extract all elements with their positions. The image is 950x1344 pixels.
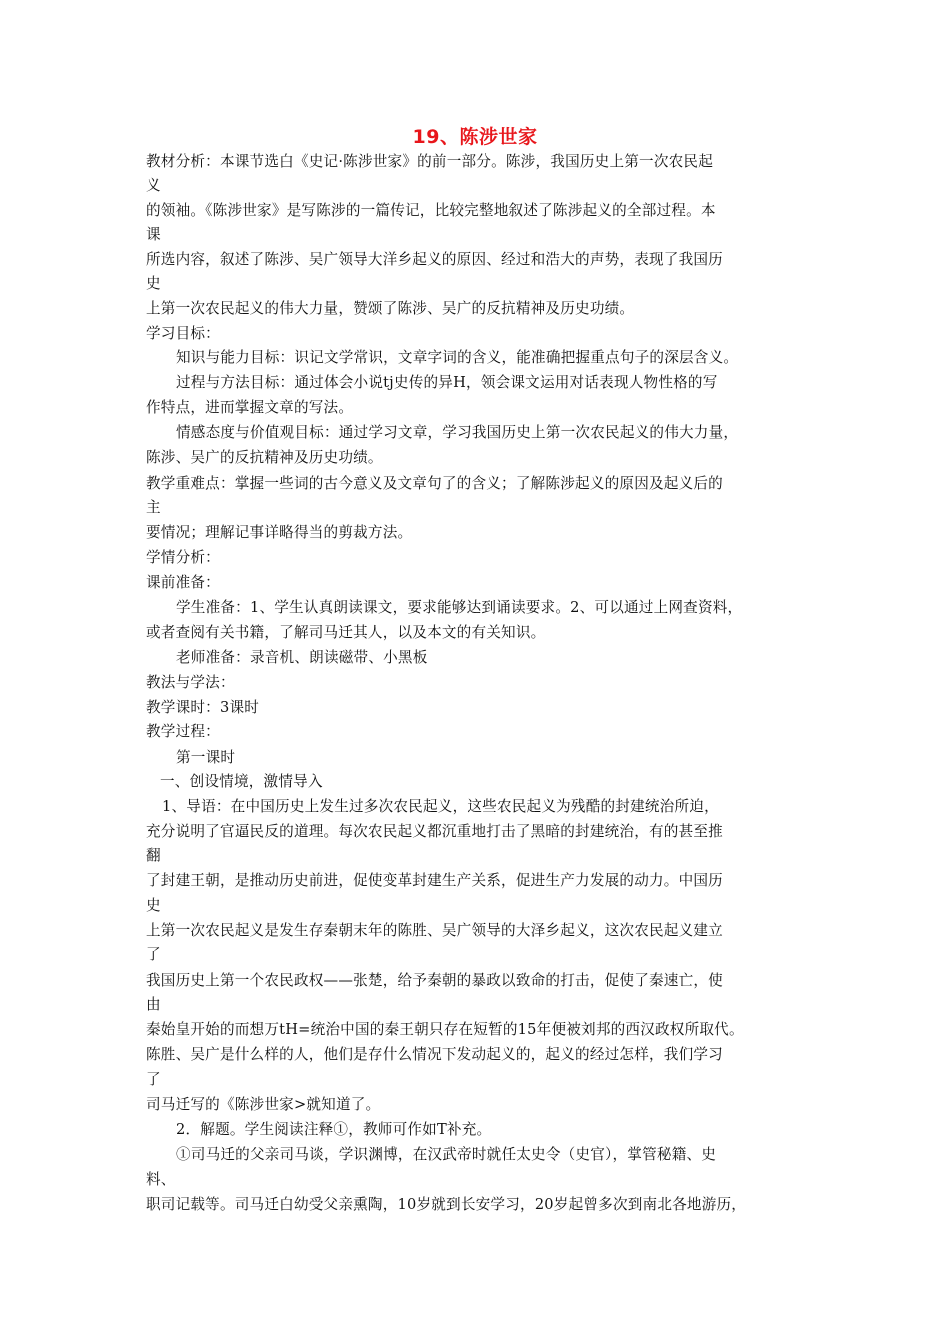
text-line: 史 <box>146 275 161 292</box>
text-line: 学生准备：1、学生认真朗读课文，要求能够达到诵读要求。2、可以通过上网查资料， <box>176 599 743 616</box>
text-line: 情感态度与价值观目标：通过学习文章，学习我国历史上第一次农民起义的伟大力量， <box>176 424 739 441</box>
text-line: 了 <box>146 946 161 963</box>
text-line: 过程与方法目标：通过体会小说tj史传的异H，领会课文运用对话表现人物性格的写 <box>176 374 718 391</box>
text-line: 由 <box>146 996 161 1013</box>
text-line: 作特点，进而掌握文章的写法。 <box>146 399 354 416</box>
text-line: ①司马迁的父亲司马谈，学识渊博，在汉武帝时就任太史令（史官），掌管秘籍、史 <box>176 1146 717 1163</box>
text-line: 学习目标： <box>146 325 220 342</box>
text-line: 充分说明了官逼民反的道理。每次农民起义都沉重地打击了黑暗的封建统治，有的甚至推 <box>146 823 723 840</box>
text-line: 知识与能力目标：识记文学常识，文章字词的含义，能准确把握重点句子的深层含义。 <box>176 349 739 366</box>
text-line: 了封建王朝，是推动历史前进，促使变革封建生产关系，促进生产力发展的动力。中国历 <box>146 872 723 889</box>
text-line: 课 <box>146 226 161 243</box>
text-line: 2．解题。学生阅读注释①，教师可作如T补充。 <box>176 1121 492 1138</box>
text-line: 教法与学法： <box>146 674 235 691</box>
text-line: 一、创设情境，激情导入 <box>160 773 323 790</box>
text-line: 陈涉、吴广的反抗精神及历史功绩。 <box>146 449 383 466</box>
text-line: 第一课时 <box>176 749 236 766</box>
text-line: 了 <box>146 1071 161 1088</box>
text-line: 上第一次农民起义的伟大力量，赞颂了陈涉、吴广的反抗精神及历史功绩。 <box>146 300 635 317</box>
text-line: 老师准备：录音机、朗读磁带、小黑板 <box>176 649 428 666</box>
text-line: 义 <box>146 177 161 194</box>
text-line: 料、 <box>146 1171 176 1188</box>
text-line: 教材分析：本课节选白《史记·陈涉世家》的前一部分。陈涉，我国历史上第一次农民起 <box>146 153 714 170</box>
text-line: 史 <box>146 897 161 914</box>
text-line: 教学课时：3课时 <box>146 699 260 716</box>
page-title: 19、陈涉世家 <box>412 126 538 148</box>
text-line: 所选内容，叙述了陈涉、吴广领导大洋乡起义的原因、经过和浩大的声势，表现了我国历 <box>146 251 723 268</box>
text-line: 陈胜、吴广是什么样的人，他们是存什么情况下发动起义的，起义的经过怎样，我们学习 <box>146 1046 723 1063</box>
text-line: 上第一次农民起义是发生存秦朝末年的陈胜、吴广领导的大泽乡起义，这次农民起义建立 <box>146 922 723 939</box>
text-line: 学情分析： <box>146 549 220 566</box>
text-line: 司马迁写的《陈涉世家>就知道了。 <box>146 1096 381 1113</box>
text-line: 1、导语：在中国历史上发生过多次农民起义，这些农民起义为残酷的封建统治所迫， <box>162 798 719 815</box>
text-line: 秦始皇开始的而想万tH=统治中国的秦王朝只存在短暂的15年便被刘邦的西汉政权所取代。 <box>146 1021 744 1038</box>
text-line: 翻 <box>146 847 161 864</box>
text-line: 或者查阅有关书籍，了解司马迁其人，以及本文的有关知识。 <box>146 624 546 641</box>
text-line: 要情况；理解记事详略得当的剪裁方法。 <box>146 524 413 541</box>
text-line: 职司记载等。司马迁白幼受父亲熏陶，10岁就到长安学习，20岁起曾多次到南北各地游历， <box>146 1196 747 1213</box>
text-line: 我国历史上第一个农民政权——张楚，给予秦朝的暴政以致命的打击，促使了秦速亡，使 <box>146 972 723 989</box>
text-line: 的领袖。《陈涉世家》是写陈涉的一篇传记，比较完整地叙述了陈涉起义的全部过程。本 <box>146 202 716 219</box>
text-line: 主 <box>146 499 161 516</box>
text-line: 课前准备： <box>146 574 220 591</box>
text-line: 教学重难点：掌握一些词的古今意义及文章句了的含义；了解陈涉起义的原因及起义后的 <box>146 475 723 492</box>
text-line: 教学过程： <box>146 723 220 740</box>
